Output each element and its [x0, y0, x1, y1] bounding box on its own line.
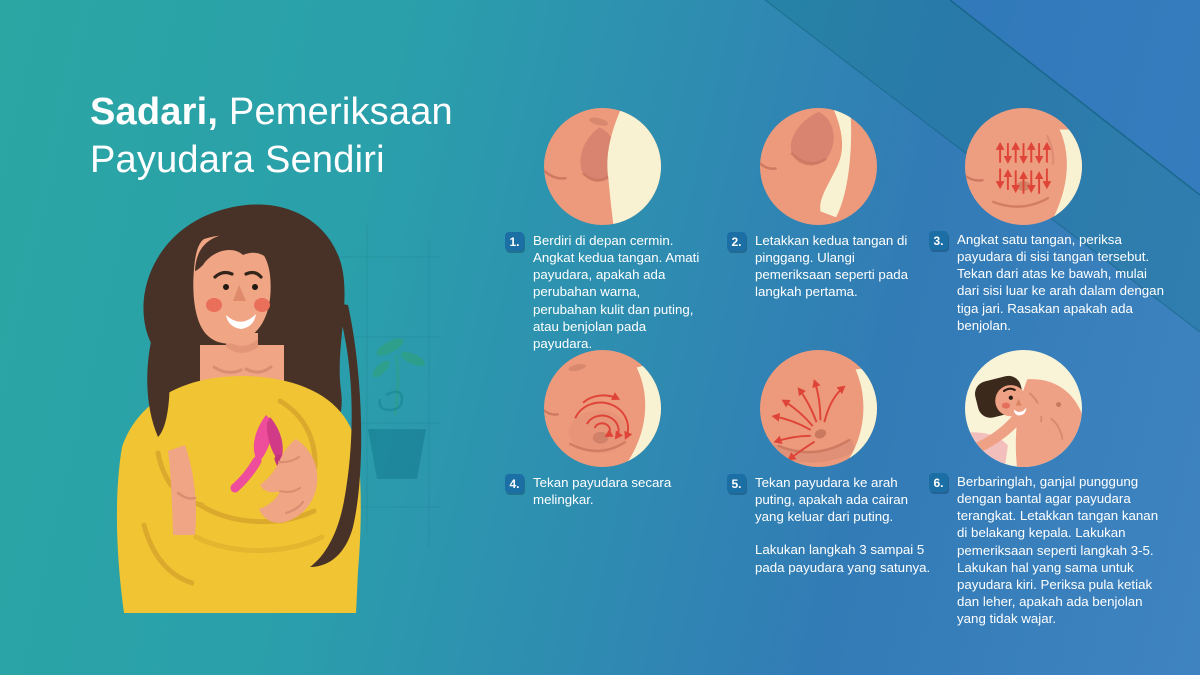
title-emphasis: Sadari, [90, 91, 219, 133]
step-5 [727, 350, 939, 576]
step-4 [505, 350, 701, 508]
step-6 [929, 350, 1169, 627]
breast-radial-arrows-illustration [760, 350, 877, 467]
step-text: Berbaringlah, ganjal punggung dengan bantal agar payudara terangkat. Letakkan tangan kanan di belakang kepala. Lakukan pemeriksaan seperti langkah 3-5. Lakukan hal yang sama untuk payudara kiri. Periksa pula ketiak dan leher, apakah ada benjolan yang tidak wajar. [957, 474, 1159, 627]
step-number-badge: 5. [727, 474, 746, 493]
woman-lying-down-illustration [965, 350, 1082, 467]
plant-illustration [368, 335, 427, 479]
step-number-badge: 2. [727, 232, 746, 251]
woman-with-pink-ribbon-illustration [100, 195, 440, 675]
step-number-badge: 1. [505, 232, 524, 251]
title-rest: Pemeriksaan Payudara Sendiri [90, 91, 453, 182]
step-text: Tekan payudara ke arah puting, apakah ada cairan yang keluar dari puting. [755, 475, 909, 525]
step-text: Letakkan kedua tangan di pinggang. Ulangi pemeriksaan seperti pada langkah pertama. [755, 233, 909, 300]
step-text: Tekan payudara secara melingkar. [533, 475, 672, 508]
step-number-badge: 3. [929, 231, 948, 250]
breast-circular-arrows-illustration [544, 350, 661, 467]
breast-hand-on-hip-illustration [760, 108, 877, 225]
step-1 [505, 108, 701, 352]
page-title [90, 88, 540, 185]
step-text-2: Lakukan langkah 3 sampai 5 pada payudara yang satunya. [755, 542, 931, 575]
step-text: Angkat satu tangan, periksa payudara di sisi tangan tersebut. Tekan dari atas ke bawah, mulai dari sisi luar ke arah dalam dengan tiga jari. Rasakan apakah ada benjolan. [957, 232, 1164, 333]
step-number-badge: 4. [505, 474, 524, 493]
step-3 [929, 108, 1167, 334]
woman-figure [117, 204, 361, 613]
breast-arm-raised-illustration [544, 108, 661, 225]
breast-vertical-arrows-illustration [965, 108, 1082, 225]
step-2 [727, 108, 927, 301]
step-text: Berdiri di depan cermin. Angkat kedua tangan. Amati payudara, apakah ada perubahan warna, perubahan kulit dan puting, atau benjolan pada payudara. [533, 233, 700, 351]
step-number-badge: 6. [929, 473, 948, 492]
